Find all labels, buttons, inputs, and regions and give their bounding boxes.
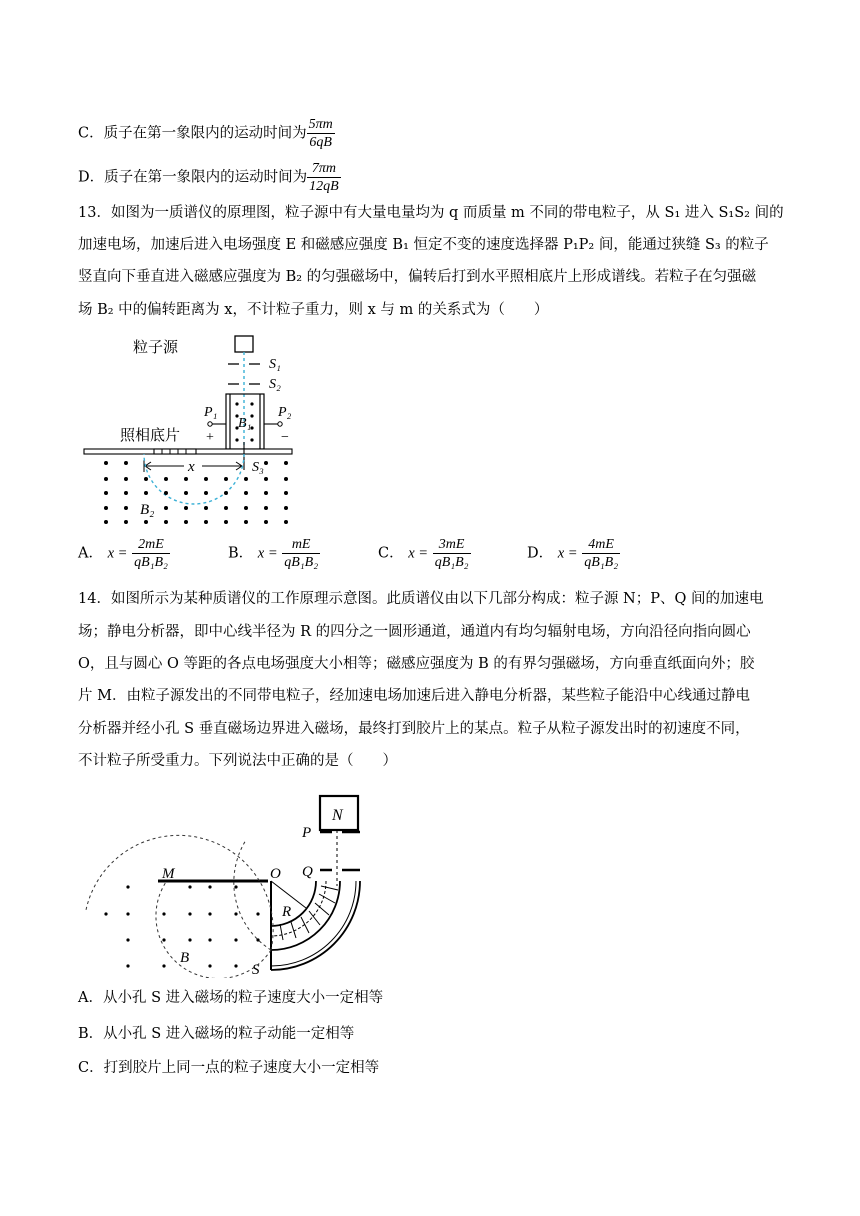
q14-o-label: O (270, 866, 281, 882)
fraction-denominator: qB₁B₂ (584, 555, 619, 570)
q14-m-label: M (162, 866, 175, 882)
option-label: D． (527, 545, 554, 562)
q14-stem-line-4: 片 M．由粒子源发出的不同带电粒子，经加速电场加速后进入静电分析器，某些粒子能沿中心线通过静电 (78, 688, 750, 704)
q13-p2-label: P₂ (278, 405, 292, 420)
fraction-numerator: 3mE (433, 536, 471, 554)
option-label: C． (378, 545, 404, 562)
fraction-denominator: qB₁B₂ (434, 555, 469, 570)
q14-mass-spectrometer-figure (76, 790, 376, 978)
q12-option-c-text: C．质子在第一象限内的运动时间为 (78, 125, 307, 142)
q13-b1-label: B₁ (238, 416, 252, 431)
q14-option-b: B．从小孔 S 进入磁场的粒子动能一定相等 (78, 1026, 355, 1042)
q12-option-d-fraction (307, 160, 341, 195)
q13-stem-line-3: 竖直向下垂直进入磁感应强度为 B₂ 的匀强磁场中，偏转后打到水平照相底片上形成谱线。若粒子在匀强磁 (78, 269, 757, 285)
fraction-denominator: qB₁B₂ (134, 555, 168, 570)
q14-option-a: A．从小孔 S 进入磁场的粒子速度大小一定相等 (78, 990, 384, 1006)
q14-analyzer-inner (271, 881, 316, 926)
option-lhs: x = (107, 545, 128, 562)
q13-stem-line-1: 13．如图为一质谱仪的原理图，粒子源中有大量电量均为 q 而质量 m 不同的带电粒子，从 S₁ 进入 S₁S₂ 间的 (78, 205, 784, 221)
q13-b2-label: B₂ (140, 502, 155, 518)
q14-analyzer-outer (271, 881, 360, 970)
q14-s-label: S (252, 962, 260, 978)
fraction-numerator: 7πm (307, 160, 341, 178)
q13-plus-sign: + (206, 430, 214, 445)
fraction-numerator: 5πm (308, 117, 333, 132)
q13-stem-line-2: 加速电场，加速后进入电场强度 E 和磁感应强度 B₁ 恒定不变的速度选择器 P₁P₂ 间，能通过狭缝 S₃ 的粒子 (78, 237, 769, 253)
fraction-numerator: 4mE (582, 536, 620, 554)
option-fraction (433, 536, 471, 571)
q14-stem-line-5: 分析器并经小孔 S 垂直磁场边界进入磁场，最终打到胶片上的某点。粒子从粒子源发出时的初速度不同， (78, 721, 750, 737)
q13-p1-label: P₁ (204, 405, 218, 420)
q12-option-d (78, 160, 341, 195)
q13-minus-sign: − (281, 430, 289, 445)
q13-film-label: 照相底片 (120, 428, 181, 444)
q14-stem-line-2: 场；静电分析器，即中心线半径为 R 的四分之一圆形通道，通道内有均匀辐射电场，方向沿径向指向圆心 (78, 624, 751, 640)
q13-option-d (527, 536, 620, 571)
q14-stem-line-6: 不计粒子所受重力。下列说法中正确的是（ ） (78, 753, 397, 769)
q12-option-c (78, 116, 335, 151)
q14-stem-line-3: O，且与圆心 O 等距的各点电场强度大小相等；磁感应强度为 B 的有界匀强磁场，方向垂直纸面向外；胶 (78, 656, 755, 672)
q13-option-a (78, 536, 170, 571)
q13-x-label: x (188, 459, 195, 475)
q12-option-c-fraction (307, 116, 335, 151)
fraction-denominator: 6qB (309, 135, 332, 150)
q12-option-d-text: D．质子在第一象限内的运动时间为 (78, 169, 308, 186)
q13-s3-label: S₃ (252, 460, 264, 475)
q14-r-label: R (282, 904, 292, 920)
q13-stem-line-4: 场 B₂ 中的偏转距离为 x，不计粒子重力，则 x 与 m 的关系式为（ ） (78, 302, 549, 318)
fraction-numerator: 2mE (132, 536, 170, 554)
q13-mass-spectrometer-figure (80, 330, 300, 530)
q13-source-label: 粒子源 (132, 340, 178, 356)
q14-option-c: C．打到胶片上同一点的粒子速度大小一定相等 (78, 1060, 380, 1076)
q13-s2-label: S₂ (269, 377, 281, 392)
q13-option-c (378, 536, 471, 571)
option-lhs: x = (257, 545, 278, 562)
option-label: A． (78, 545, 103, 562)
q14-p-label: P (302, 825, 312, 841)
option-lhs: x = (557, 545, 578, 562)
option-lhs: x = (408, 545, 429, 562)
q14-b-label: B (180, 950, 190, 966)
option-label: B． (228, 545, 254, 562)
q14-stem-line-1: 14．如图所示为某种质谱仪的工作原理示意图。此质谱仪由以下几部分构成：粒子源 N；P、Q 间的加速电 (78, 591, 764, 607)
q13-source-box (235, 336, 253, 352)
q14-n-label: N (332, 807, 343, 824)
q13-option-b (228, 536, 320, 571)
option-fraction (282, 536, 320, 571)
fraction-numerator: mE (282, 536, 320, 554)
fraction-denominator: qB₁B₂ (284, 555, 319, 570)
option-fraction (132, 536, 170, 571)
fraction-denominator: 12qB (309, 179, 339, 194)
q13-s1-label: S₁ (269, 357, 281, 372)
option-fraction (582, 536, 620, 571)
q14-q-label: Q (302, 864, 313, 880)
